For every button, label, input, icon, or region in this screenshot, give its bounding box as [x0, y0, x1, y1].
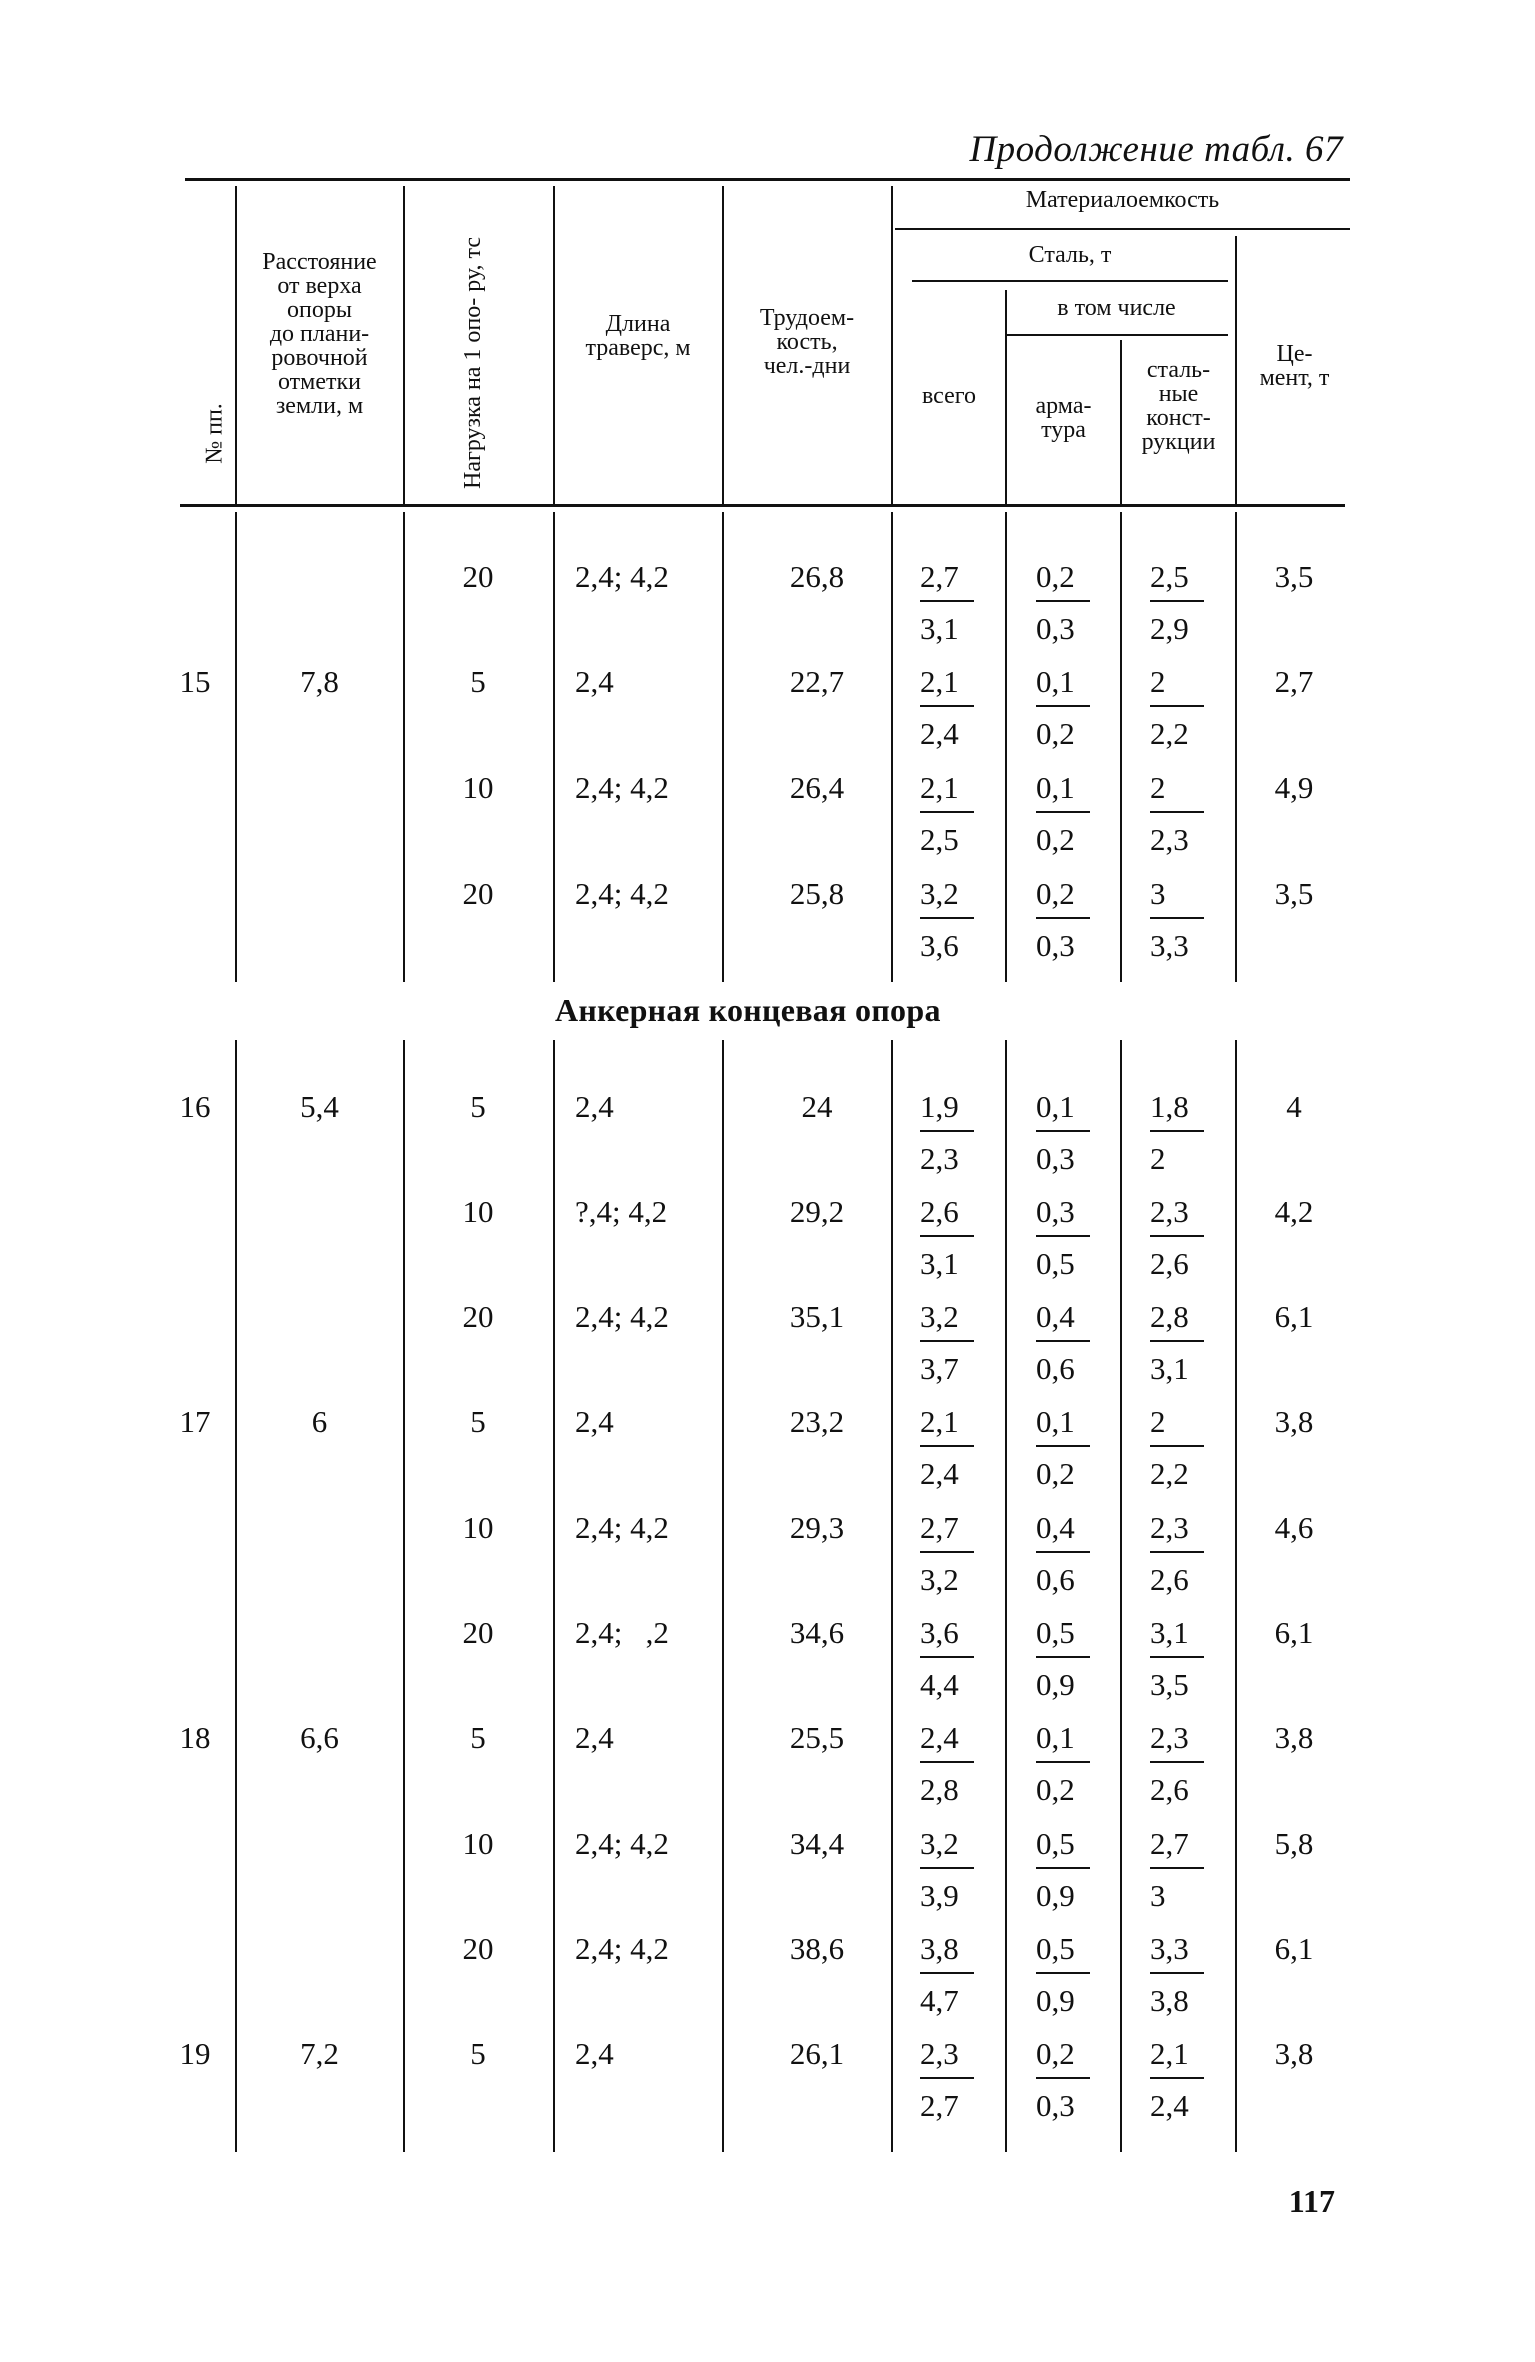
length-value: 2,4; 4,2 [575, 1510, 669, 1545]
total-numerator: 2,6 [920, 1195, 984, 1245]
b1-sep-8 [1235, 512, 1237, 982]
b1-sep-5 [891, 512, 893, 982]
rebar-numerator: 0,2 [1036, 560, 1100, 610]
steel-numerator: 2,5 [1150, 560, 1214, 610]
load-value: 5 [470, 1404, 486, 1439]
steel-fraction [1150, 1932, 1214, 2018]
total-fraction [920, 2037, 984, 2123]
rebar-denominator: 0,9 [1036, 1983, 1075, 2018]
labor-value: 25,5 [789, 1720, 845, 1755]
length-value: 2,4 [575, 1089, 614, 1124]
rebar-numerator: 0,5 [1036, 1932, 1100, 1982]
cement-value: 3,5 [1274, 559, 1314, 594]
header-total: всего [921, 383, 977, 409]
load-value: 20 [462, 1615, 494, 1650]
length-value: 2,4; ,2 [575, 1615, 669, 1650]
labor-value: 29,3 [789, 1510, 845, 1545]
rebar-numerator: 0,5 [1036, 1616, 1100, 1666]
table-top-rule [185, 178, 1350, 181]
rebar-numerator: 0,4 [1036, 1300, 1100, 1350]
steel-denominator: 3,3 [1150, 928, 1189, 963]
header-rebar: арма- тура [1035, 393, 1092, 443]
rebar-numerator: 0,3 [1036, 1195, 1100, 1245]
length-value: 2,4; 4,2 [575, 876, 669, 911]
b1-sep-3 [553, 512, 555, 982]
total-denominator: 2,4 [920, 716, 959, 751]
total-fraction [920, 1616, 984, 1702]
row-number: 15 [179, 664, 211, 699]
total-numerator: 3,2 [920, 1300, 984, 1350]
total-fraction [920, 1511, 984, 1597]
rebar-denominator: 0,2 [1036, 716, 1075, 751]
rebar-numerator: 0,4 [1036, 1511, 1100, 1561]
hdr-sep-2 [403, 186, 405, 504]
b1-sep-2 [403, 512, 405, 982]
total-fraction [920, 1827, 984, 1913]
load-value: 20 [462, 876, 494, 911]
rebar-fraction [1036, 1932, 1100, 2018]
cement-value: 3,8 [1274, 1404, 1314, 1439]
length-value: 2,4 [575, 1404, 614, 1439]
length-value: 2,4 [575, 2036, 614, 2071]
cement-value: 6,1 [1274, 1299, 1314, 1334]
distance-value: 6,6 [300, 1720, 339, 1755]
cement-value: 6,1 [1274, 1931, 1314, 1966]
steel-numerator: 2,8 [1150, 1300, 1214, 1350]
rebar-numerator: 0,1 [1036, 1405, 1100, 1455]
b2-sep-6 [1005, 1040, 1007, 2152]
total-fraction [920, 1721, 984, 1807]
total-numerator: 2,1 [920, 771, 984, 821]
total-fraction [920, 771, 984, 857]
distance-value: 5,4 [300, 1089, 339, 1124]
rebar-denominator: 0,5 [1036, 1246, 1075, 1281]
steel-fraction [1150, 1616, 1214, 1702]
cement-value: 2,7 [1274, 664, 1314, 699]
steel-fraction [1150, 1511, 1214, 1597]
header-cement: Це- мент, т [1259, 341, 1330, 391]
b2-sep-5 [891, 1040, 893, 2152]
steel-rule [912, 280, 1228, 282]
steel-denominator: 2,6 [1150, 1246, 1189, 1281]
load-value: 10 [462, 1510, 494, 1545]
total-denominator: 2,8 [920, 1772, 959, 1807]
length-value: 2,4; 4,2 [575, 770, 669, 805]
total-numerator: 2,1 [920, 1405, 984, 1455]
rebar-denominator: 0,3 [1036, 611, 1075, 646]
rebar-fraction [1036, 1827, 1100, 1913]
total-fraction [920, 1932, 984, 2018]
load-value: 10 [462, 770, 494, 805]
total-fraction [920, 1300, 984, 1386]
cement-value: 3,8 [1274, 2036, 1314, 2071]
total-numerator: 1,9 [920, 1090, 984, 1140]
b2-sep-4 [722, 1040, 724, 2152]
rebar-denominator: 0,3 [1036, 928, 1075, 963]
steel-denominator: 2,3 [1150, 822, 1189, 857]
steel-denominator: 2,2 [1150, 1456, 1189, 1491]
total-numerator: 2,7 [920, 1511, 984, 1561]
cement-value: 4,9 [1274, 770, 1314, 805]
section-title: Анкерная концевая опора [555, 992, 941, 1028]
labor-value: 24 [801, 1089, 833, 1124]
steel-denominator: 3,8 [1150, 1983, 1189, 2018]
load-value: 20 [462, 559, 494, 594]
rebar-numerator: 0,2 [1036, 2037, 1100, 2087]
total-denominator: 3,6 [920, 928, 959, 963]
steel-denominator: 3,1 [1150, 1351, 1189, 1386]
rebar-denominator: 0,3 [1036, 2088, 1075, 2123]
total-numerator: 3,2 [920, 877, 984, 927]
row-number: 17 [179, 1404, 211, 1439]
b2-sep-3 [553, 1040, 555, 2152]
b1-sep-4 [722, 512, 724, 982]
rebar-numerator: 0,5 [1036, 1827, 1100, 1877]
rebar-denominator: 0,9 [1036, 1878, 1075, 1913]
load-value: 5 [470, 1720, 486, 1755]
steel-fraction [1150, 560, 1214, 646]
load-value: 20 [462, 1299, 494, 1334]
distance-value: 7,8 [300, 664, 339, 699]
total-numerator: 2,7 [920, 560, 984, 610]
load-value: 5 [470, 2036, 486, 2071]
steel-numerator: 2,3 [1150, 1195, 1214, 1245]
load-value: 5 [470, 664, 486, 699]
page-number: 117 [1288, 2183, 1335, 2219]
steel-fraction [1150, 1721, 1214, 1807]
labor-value: 34,4 [789, 1826, 845, 1861]
rebar-fraction [1036, 771, 1100, 857]
steel-numerator: 2,3 [1150, 1721, 1214, 1771]
labor-value: 35,1 [789, 1299, 845, 1334]
row-number: 16 [179, 1089, 211, 1124]
b2-sep-8 [1235, 1040, 1237, 2152]
length-value: 2,4 [575, 664, 614, 699]
labor-value: 26,1 [789, 2036, 845, 2071]
total-numerator: 2,1 [920, 665, 984, 715]
steel-denominator: 2,9 [1150, 611, 1189, 646]
total-numerator: 2,3 [920, 2037, 984, 2087]
cement-value: 3,5 [1274, 876, 1314, 911]
total-denominator: 4,4 [920, 1667, 959, 1702]
total-denominator: 3,1 [920, 611, 959, 646]
rebar-fraction [1036, 2037, 1100, 2123]
row-number: 19 [179, 2036, 211, 2071]
b1-sep-6 [1005, 512, 1007, 982]
steel-numerator: 2 [1150, 771, 1214, 821]
length-value: ?,4; 4,2 [575, 1194, 668, 1229]
cement-value: 4,6 [1274, 1510, 1314, 1545]
total-denominator: 2,3 [920, 1141, 959, 1176]
total-fraction [920, 877, 984, 963]
rebar-fraction [1036, 1090, 1100, 1176]
total-numerator: 3,2 [920, 1827, 984, 1877]
labor-value: 26,8 [789, 559, 845, 594]
total-denominator: 3,1 [920, 1246, 959, 1281]
rebar-denominator: 0,2 [1036, 822, 1075, 857]
labor-value: 26,4 [789, 770, 845, 805]
load-value: 5 [470, 1089, 486, 1124]
steel-fraction [1150, 1405, 1214, 1491]
steel-numerator: 3,1 [1150, 1616, 1214, 1666]
rebar-fraction [1036, 1721, 1100, 1807]
rebar-fraction [1036, 1511, 1100, 1597]
row-number: 18 [179, 1720, 211, 1755]
labor-value: 34,6 [789, 1615, 845, 1650]
rebar-denominator: 0,6 [1036, 1351, 1075, 1386]
steel-denominator: 2,6 [1150, 1772, 1189, 1807]
labor-value: 22,7 [789, 664, 845, 699]
total-denominator: 2,5 [920, 822, 959, 857]
header-steel-structures: сталь- ные конст- рукции [1141, 357, 1216, 455]
steel-fraction [1150, 2037, 1214, 2123]
rebar-fraction [1036, 1405, 1100, 1491]
incl-rule [1005, 334, 1228, 336]
header-incl: в том числе [1057, 295, 1176, 321]
total-numerator: 2,4 [920, 1721, 984, 1771]
steel-fraction [1150, 665, 1214, 751]
rebar-fraction [1036, 1300, 1100, 1386]
labor-value: 38,6 [789, 1931, 845, 1966]
steel-numerator: 2,1 [1150, 2037, 1214, 2087]
total-denominator: 3,2 [920, 1562, 959, 1597]
steel-denominator: 3,5 [1150, 1667, 1189, 1702]
rebar-fraction [1036, 877, 1100, 963]
rebar-denominator: 0,2 [1036, 1456, 1075, 1491]
load-value: 10 [462, 1826, 494, 1861]
distance-value: 6 [311, 1404, 328, 1439]
steel-fraction [1150, 1300, 1214, 1386]
labor-value: 29,2 [789, 1194, 845, 1229]
steel-denominator: 2,2 [1150, 716, 1189, 751]
total-fraction [920, 560, 984, 646]
length-value: 2,4; 4,2 [575, 1299, 669, 1334]
total-fraction [920, 665, 984, 751]
load-value: 10 [462, 1194, 494, 1229]
steel-numerator: 1,8 [1150, 1090, 1214, 1140]
steel-denominator: 2 [1150, 1141, 1166, 1176]
header-num: № пп. [201, 403, 228, 464]
rebar-fraction [1036, 665, 1100, 751]
rebar-numerator: 0,1 [1036, 1090, 1100, 1140]
header-labor: Трудоем- кость, чел.-дни [759, 305, 855, 379]
total-fraction [920, 1090, 984, 1176]
b1-sep-7 [1120, 512, 1122, 982]
total-denominator: 3,9 [920, 1878, 959, 1913]
rebar-numerator: 0,1 [1036, 771, 1100, 821]
distance-value: 7,2 [300, 2036, 339, 2071]
steel-fraction [1150, 1195, 1214, 1281]
length-value: 2,4; 4,2 [575, 559, 669, 594]
steel-numerator: 2 [1150, 665, 1214, 715]
materials-rule [895, 228, 1350, 230]
header-distance: Расстояние от верха опоры до плани- ровочной отметки земли, м [262, 249, 377, 419]
rebar-denominator: 0,3 [1036, 1141, 1075, 1176]
total-fraction [920, 1195, 984, 1281]
length-value: 2,4; 4,2 [575, 1826, 669, 1861]
steel-fraction [1150, 1827, 1214, 1913]
b2-sep-2 [403, 1040, 405, 2152]
cement-value: 4,2 [1274, 1194, 1314, 1229]
rebar-denominator: 0,6 [1036, 1562, 1075, 1597]
rebar-numerator: 0,1 [1036, 665, 1100, 715]
b2-sep-1 [235, 1040, 237, 2152]
header-bottom-rule [180, 504, 1345, 507]
cement-value: 3,8 [1274, 1720, 1314, 1755]
labor-value: 23,2 [789, 1404, 845, 1439]
total-fraction [920, 1405, 984, 1491]
rebar-fraction [1036, 1195, 1100, 1281]
hdr-sep-1 [235, 186, 237, 504]
total-denominator: 2,4 [920, 1456, 959, 1491]
steel-fraction [1150, 771, 1214, 857]
steel-fraction [1150, 1090, 1214, 1176]
steel-denominator: 2,4 [1150, 2088, 1189, 2123]
steel-fraction [1150, 877, 1214, 963]
steel-numerator: 2 [1150, 1405, 1214, 1455]
rebar-numerator: 0,1 [1036, 1721, 1100, 1771]
steel-numerator: 2,7 [1150, 1827, 1214, 1877]
steel-numerator: 3 [1150, 877, 1214, 927]
header-materials: Материалоемкость [1025, 187, 1220, 213]
cement-value: 6,1 [1274, 1615, 1314, 1650]
length-value: 2,4; 4,2 [575, 1931, 669, 1966]
header-load: Нагрузка на 1 опо- ру, тс [460, 237, 486, 489]
header-length: Длина траверс, м [585, 311, 691, 361]
header-steel: Сталь, т [1028, 242, 1112, 268]
steel-denominator: 3 [1150, 1878, 1166, 1913]
total-numerator: 3,6 [920, 1616, 984, 1666]
b2-sep-7 [1120, 1040, 1122, 2152]
cement-value: 4 [1286, 1089, 1302, 1124]
rebar-fraction [1036, 560, 1100, 646]
steel-numerator: 3,3 [1150, 1932, 1214, 1982]
table-caption: Продолжение табл. 67 [969, 129, 1343, 170]
cement-value: 5,8 [1274, 1826, 1314, 1861]
rebar-numerator: 0,2 [1036, 877, 1100, 927]
total-denominator: 3,7 [920, 1351, 959, 1386]
steel-denominator: 2,6 [1150, 1562, 1189, 1597]
rebar-fraction [1036, 1616, 1100, 1702]
length-value: 2,4 [575, 1720, 614, 1755]
load-value: 20 [462, 1931, 494, 1966]
b1-sep-1 [235, 512, 237, 982]
total-numerator: 3,8 [920, 1932, 984, 1982]
rebar-denominator: 0,9 [1036, 1667, 1075, 1702]
rebar-denominator: 0,2 [1036, 1772, 1075, 1807]
steel-numerator: 2,3 [1150, 1511, 1214, 1561]
total-denominator: 4,7 [920, 1983, 959, 2018]
total-denominator: 2,7 [920, 2088, 959, 2123]
labor-value: 25,8 [789, 876, 845, 911]
